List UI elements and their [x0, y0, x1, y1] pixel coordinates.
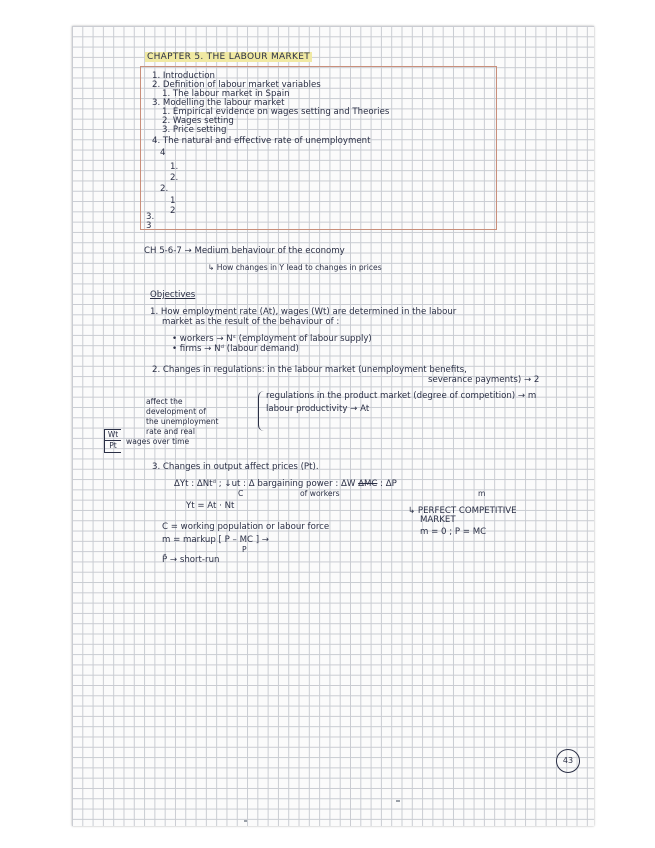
index-line-11: 2.: [170, 173, 179, 183]
perfect-competition-line-3: m = 0 ; P = MC: [420, 527, 487, 537]
perfect-competition-line-1: ↳ PERFECT COMPETITIVE: [408, 506, 517, 516]
index-line-4: 3. Modelling the labour market: [152, 98, 285, 108]
objective-3: 3. Changes in output affect prices (Pt).: [152, 462, 319, 472]
equation-5: P̄ → short-run: [162, 555, 220, 565]
equation-1-main: ΔYt : ΔNtᵈ ; ↓ut : Δ bargaining power : ΔW: [174, 479, 356, 489]
index-line-12: 2.: [160, 184, 169, 194]
brace: [258, 391, 265, 431]
index-line-9: 4: [160, 148, 166, 158]
smudge-mark: [244, 820, 247, 822]
wage-numerator: Wt: [105, 430, 121, 441]
equation-1-m: m: [478, 489, 486, 498]
objective-2-line-4: labour productivity → At: [266, 404, 370, 414]
smudge-mark: [396, 800, 400, 802]
equation-1-struck: ΔMC: [358, 479, 378, 489]
objective-2-line-3: regulations in the product market (degree of competition) → m: [266, 391, 537, 401]
equation-1-note: of workers: [300, 489, 340, 498]
equation-4-denominator: P: [242, 545, 247, 554]
index-line-16: 3: [146, 221, 152, 231]
perfect-competition-line-2: MARKET: [420, 515, 456, 525]
objective-1-line-2: market as the result of the behaviour of :: [162, 317, 340, 327]
price-denominator: Pt: [109, 441, 117, 450]
affect-line-2: development of: [146, 407, 206, 416]
objective-1-line-1: 1. How employment rate (At), wages (Wt) are determined in the labour: [150, 307, 457, 317]
bullet-workers: • workers → Nˢ (employment of labour supply): [172, 334, 372, 344]
index-line-10: 1.: [170, 162, 179, 172]
wage-price-ratio: [104, 429, 121, 453]
equation-2: Yt = At · Nt: [186, 501, 235, 511]
index-line-6: 2. Wages setting: [162, 116, 234, 126]
affect-line-3: the unemployment: [146, 417, 219, 426]
objective-2-line-2: severance payments) → 2: [428, 375, 540, 385]
index-line-1: 1. Introduction: [152, 71, 215, 81]
index-line-15: 3.: [146, 212, 155, 222]
equation-3: C = working population or labour force: [162, 522, 330, 532]
affect-line-5: wages over time: [126, 437, 190, 446]
affect-note: [126, 397, 219, 447]
index-line-8: 4. The natural and effective rate of unemployment: [152, 136, 371, 146]
ch-line-1: CH 5-6-7 → Medium behaviour of the economy: [144, 246, 345, 256]
index-line-7: 3. Price setting: [162, 125, 227, 135]
ch-line-2: ↳ How changes in Y lead to changes in prices: [208, 263, 382, 272]
index-line-14: 2: [170, 206, 176, 216]
affect-line-4: rate and real: [146, 427, 195, 436]
equation-4: m = markup [ P – MC ] →: [162, 535, 270, 545]
bullet-firms: • firms → Nᵈ (labour demand): [172, 344, 299, 354]
index-line-2: 2. Definition of labour market variables: [152, 80, 321, 90]
page-number: 43: [556, 749, 580, 773]
chapter-title: CHAPTER 5. THE LABOUR MARKET: [147, 52, 311, 62]
index-line-3: 1. The labour market in Spain: [162, 89, 290, 99]
index-line-13: 1: [170, 196, 176, 206]
affect-line-1: affect the: [146, 397, 183, 406]
objective-2-line-1: 2. Changes in regulations: in the labour market (unemployment benefits,: [152, 365, 467, 375]
equation-1-tail: : ΔP: [380, 479, 397, 489]
index-line-5: 1. Empirical evidence on wages setting and Theories: [162, 107, 390, 117]
equation-1-c: C: [238, 489, 244, 498]
objectives-heading: Objectives: [150, 290, 196, 300]
equation-1: [174, 479, 397, 489]
